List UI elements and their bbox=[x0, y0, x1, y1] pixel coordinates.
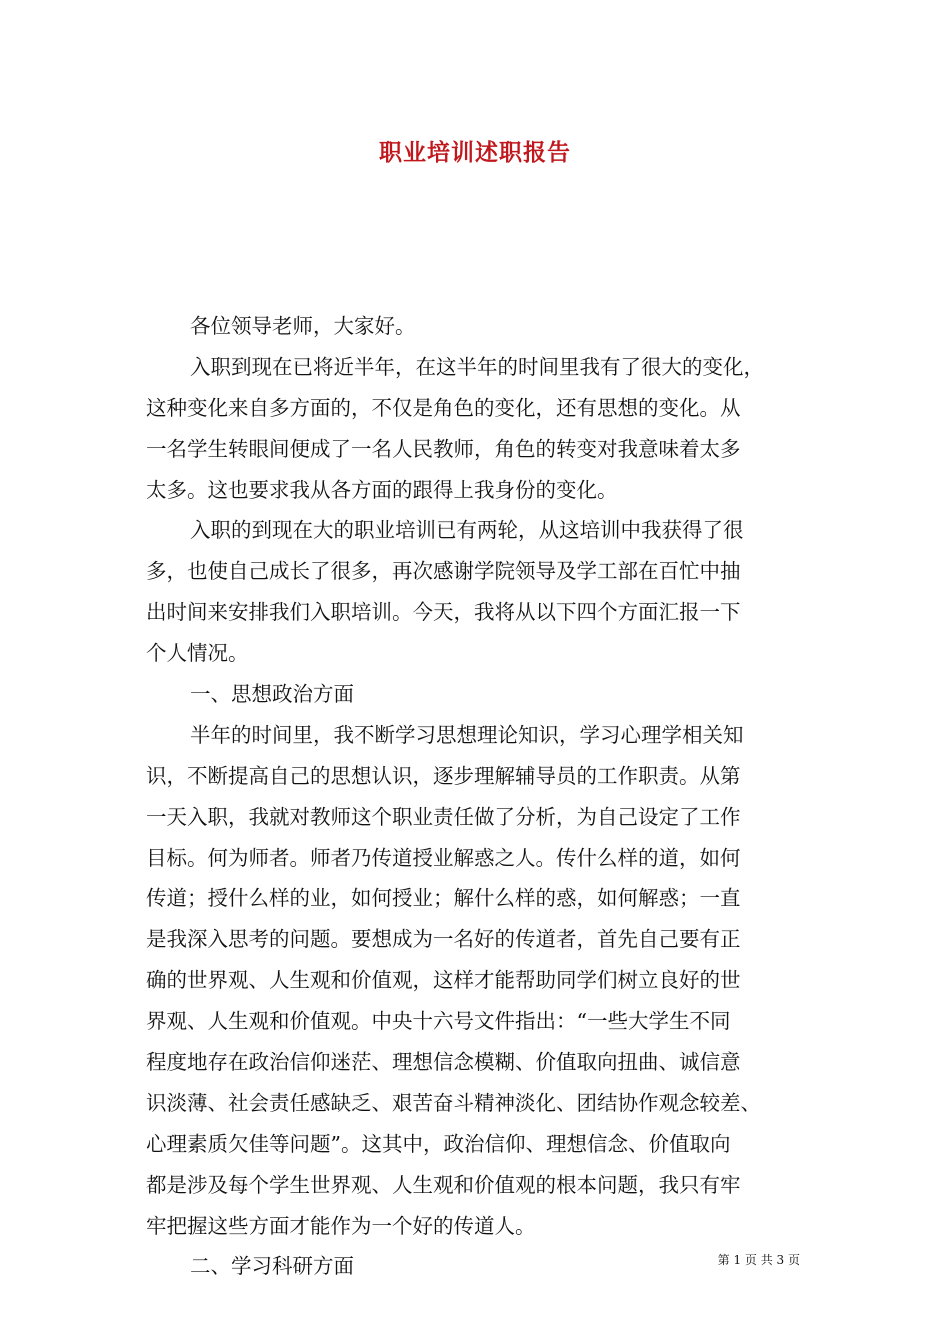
document-body bbox=[146, 306, 836, 1287]
text-line: 入职到现在已将近半年，在这半年的时间里我有了很大的变化， bbox=[190, 354, 764, 379]
text-line: 是我深入思考的问题。要想成为一名好的传道者，首先自己要有正 bbox=[146, 927, 741, 952]
text-line: 出时间来安排我们入职培训。今天，我将从以下四个方面汇报一下 bbox=[146, 600, 741, 625]
text-line: 太多。这也要求我从各方面的跟得上我身份的变化。 bbox=[146, 477, 618, 502]
text-line: 程度地存在政治信仰迷茫、理想信念模糊、价值取向扭曲、诚信意 bbox=[146, 1050, 741, 1075]
text-line: 识，不断提高自己的思想认识，逐步理解辅导员的工作职责。从第 bbox=[146, 763, 741, 788]
text-line: 一、思想政治方面 bbox=[190, 682, 354, 707]
text-line: 都是涉及每个学生世界观、人生观和价值观的根本问题，我只有牢 bbox=[146, 1172, 741, 1197]
text-line: 多，也使自己成长了很多，再次感谢学院领导及学工部在百忙中抽 bbox=[146, 559, 741, 584]
text-line: 牢把握这些方面才能作为一个好的传道人。 bbox=[146, 1213, 536, 1238]
text-line: 一名学生转眼间便成了一名人民教师，角色的转变对我意味着太多 bbox=[146, 436, 741, 461]
text-line: 目标。何为师者。师者乃传道授业解惑之人。传什么样的道，如何 bbox=[146, 845, 741, 870]
text-line: 确的世界观、人生观和价值观，这样才能帮助同学们树立良好的世 bbox=[146, 968, 741, 993]
text-line: 识淡薄、社会责任感缺乏、艰苦奋斗精神淡化、团结协作观念较差、 bbox=[146, 1090, 761, 1115]
text-line: 入职的到现在大的职业培训已有两轮，从这培训中我获得了很 bbox=[190, 518, 744, 543]
text-line: 个人情况。 bbox=[146, 641, 249, 666]
text-line: 各位领导老师，大家好。 bbox=[190, 314, 416, 338]
text-line: 二、学习科研方面 bbox=[190, 1254, 354, 1279]
text-line: 一天入职，我就对教师这个职业责任做了分析，为自己设定了工作 bbox=[146, 804, 741, 829]
text-line: 界观、人生观和价值观。中央十六号文件指出：“一些大学生不同 bbox=[146, 1009, 731, 1034]
text-line: 传道；授什么样的业，如何授业；解什么样的惑，如何解惑；一直 bbox=[146, 886, 741, 911]
text-line: 心理素质欠佳等问题”。这其中，政治信仰、理想信念、价值取向 bbox=[146, 1131, 731, 1156]
page-number: 第 1 页 共 3 页 bbox=[717, 1253, 800, 1267]
text-line: 这种变化来自多方面的，不仅是角色的变化，还有思想的变化。从 bbox=[146, 395, 741, 420]
document-title: 职业培训述职报告 bbox=[379, 139, 571, 166]
text-line: 半年的时间里，我不断学习思想理论知识，学习心理学相关知 bbox=[190, 722, 744, 747]
